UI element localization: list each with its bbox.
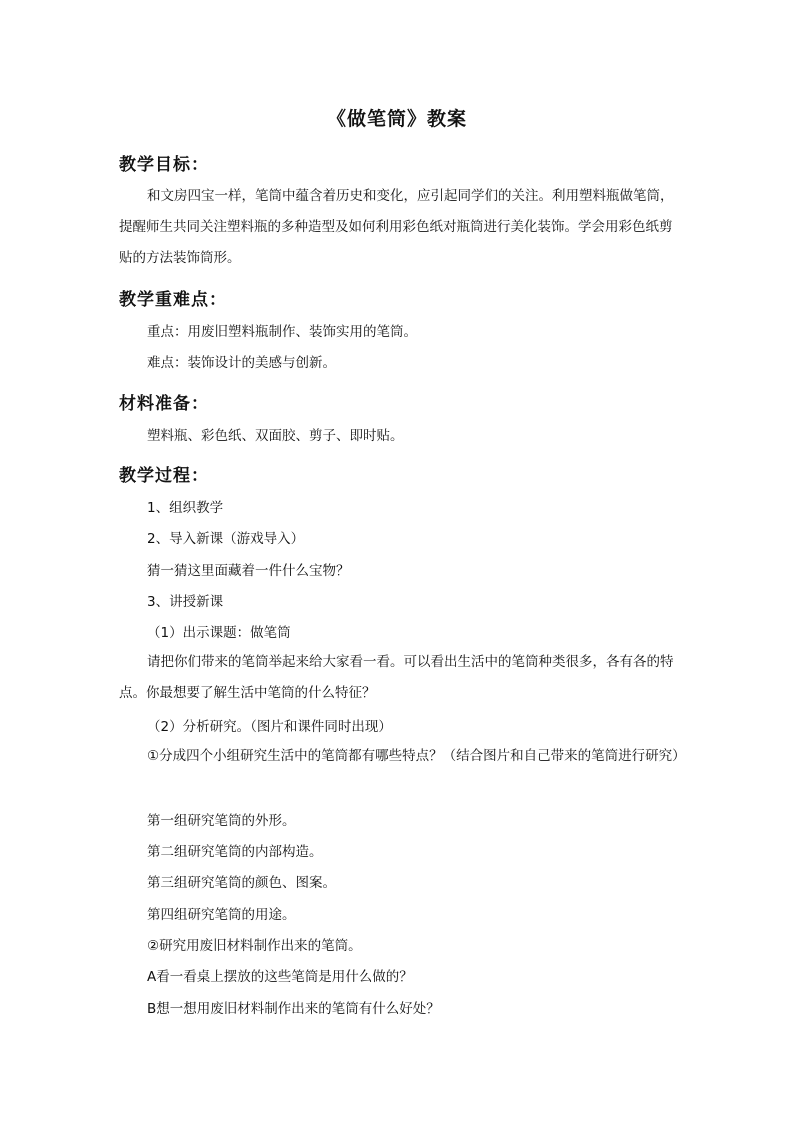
heading-teaching-goals: 教学目标： bbox=[119, 155, 209, 175]
process-paragraph: 请把你们带来的笔筒举起来给大家看一看。可以看出生活中的笔筒种类很多，各有各的特点。你最想要了解生活中笔筒的什么特征？ bbox=[119, 654, 674, 701]
process-line: （1）出示课题：做笔筒 bbox=[147, 625, 291, 641]
process-line: 第四组研究笔筒的用途。 bbox=[147, 907, 296, 923]
process-line: 第一组研究笔筒的外形。 bbox=[147, 813, 296, 829]
process-line: B想一想用废旧材料制作出来的笔筒有什么好处？ bbox=[147, 1001, 440, 1017]
document-title: 《做笔筒》教案 bbox=[326, 108, 467, 130]
process-line: （2）分析研究。（图片和课件同时出现） bbox=[147, 719, 392, 735]
paragraph-teaching-goals: 和文房四宝一样，笔筒中蕴含着历史和变化，应引起同学们的关注。利用塑料瓶做笔筒，提醒师生共同关注塑料瓶的多种造型及如何利用彩色纸对瓶筒进行美化装饰。学会用彩色纸剪贴的方法装饰筒形。 bbox=[119, 188, 674, 266]
process-paragraph: ①分成四个小组研究生活中的笔筒都有哪些特点？（结合图片和自己带来的笔筒进行研究） bbox=[147, 748, 686, 764]
heading-materials: 材料准备： bbox=[119, 394, 209, 414]
process-line: 1、组织教学 bbox=[147, 500, 224, 516]
process-line: 2、导入新课（游戏导入） bbox=[147, 531, 305, 547]
process-line: ②研究用废旧材料制作出来的笔筒。 bbox=[147, 938, 362, 954]
key-point-line: 重点：用废旧塑料瓶制作、装饰实用的笔筒。 bbox=[147, 324, 417, 340]
heading-key-points: 教学重难点： bbox=[119, 290, 227, 310]
process-line: 3、讲授新课 bbox=[147, 594, 224, 610]
materials-line: 塑料瓶、彩色纸、双面胶、剪子、即时贴。 bbox=[147, 428, 404, 444]
process-line: A看一看桌上摆放的这些笔筒是用什么做的？ bbox=[147, 969, 413, 985]
process-line: 第二组研究笔筒的内部构造。 bbox=[147, 844, 323, 860]
process-line: 猜一猜这里面藏着一件什么宝物？ bbox=[147, 563, 350, 579]
difficult-point-line: 难点：装饰设计的美感与创新。 bbox=[147, 355, 336, 371]
heading-teaching-process: 教学过程： bbox=[119, 466, 209, 486]
process-line: 第三组研究笔筒的颜色、图案。 bbox=[147, 875, 336, 891]
